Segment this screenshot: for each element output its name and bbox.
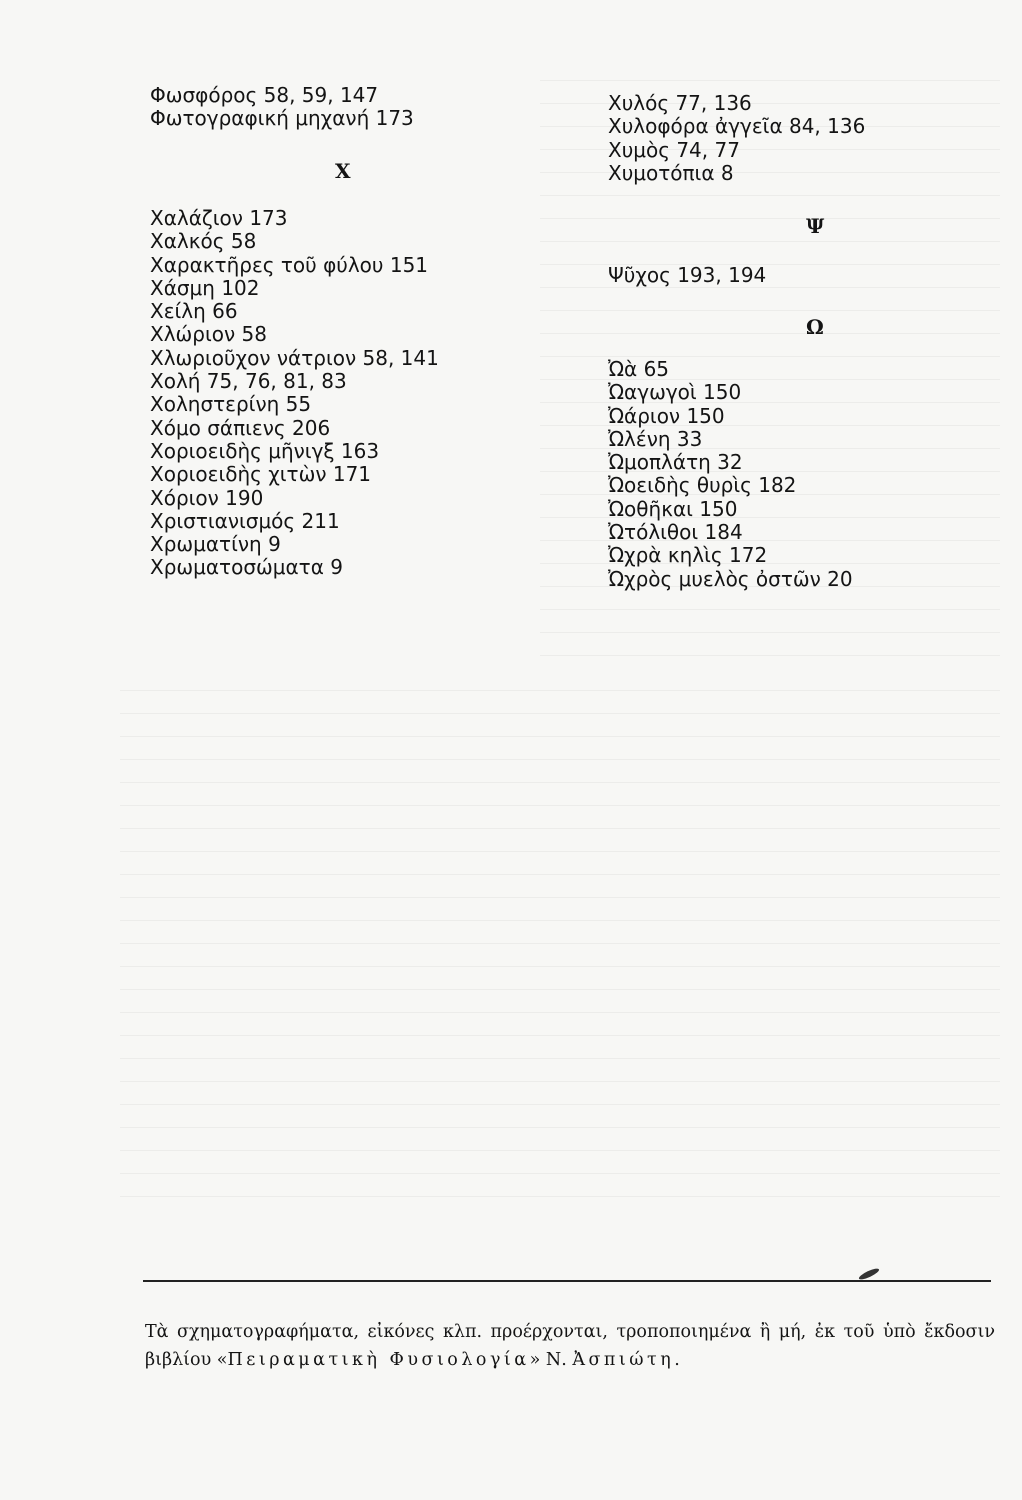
index-entry: Χυμὸς 74, 77: [608, 137, 740, 162]
index-entry: Ὠτόλιθοι 184: [608, 520, 743, 545]
index-entry: Χλώριον 58: [150, 322, 267, 347]
index-entry: Χοληστερίνη 55: [150, 392, 312, 417]
index-entry: Φωτογραφική μηχανή 173: [150, 106, 414, 131]
index-column-left: [150, 84, 480, 131]
index-entry: Χλωριοῦχον νάτριον 58, 141: [150, 345, 439, 370]
index-entry: Χολή 75, 76, 81, 83: [150, 369, 347, 394]
section-heading-psi: Ψ: [806, 214, 825, 238]
index-entry: Χόμο σάπιενς 206: [150, 415, 331, 440]
index-column-left-chi: [150, 207, 480, 580]
index-entry: Χοριοειδὴς χιτὼν 171: [150, 462, 372, 487]
index-entry: Ὠοειδὴς θυρὶς 182: [608, 473, 797, 498]
index-column-right-omega: [608, 358, 938, 591]
index-entry: Ὠλένη 33: [608, 426, 703, 451]
index-entry: Χαρακτῆρες τοῦ φύλου 151: [150, 252, 429, 277]
index-entry: Χαλκός 58: [150, 229, 257, 254]
footnote-text-2: » Ν.: [529, 1350, 567, 1370]
index-entry: Ὠάριον 150: [608, 403, 725, 428]
footnote-book-title: Πειραματικὴ Φυσιολογία: [227, 1350, 530, 1370]
index-column-right: [608, 92, 938, 185]
index-entry: Φωσφόρος 58, 59, 147: [150, 83, 379, 107]
index-entry: Χυλός 77, 136: [608, 91, 752, 115]
index-entry: Χάσμη 102: [150, 275, 260, 300]
index-entry: Ὠὰ 65: [608, 357, 670, 381]
index-column-right-psi: [608, 264, 938, 287]
index-entry: Ψῦχος 193, 194: [608, 263, 767, 287]
index-entry: Χείλη 66: [150, 299, 238, 324]
index-entry: Χριστιανισμός 211: [150, 508, 340, 533]
index-entry: Ὠοθῆκαι 150: [608, 496, 738, 521]
section-heading-omega: Ω: [806, 315, 824, 339]
index-entry: Ὠαγωγοὶ 150: [608, 380, 742, 405]
index-entry: Ὠμοπλάτη 32: [608, 450, 743, 475]
footnote-text-1: Τὰ σχηματογραφήματα, εἰκόνες κλπ. προέρχονται, τροποποιημένα ἢ μή, ἐκ τοῦ ὑπὸ ἔκδοσιν βιβλίου «: [145, 1322, 995, 1370]
index-entry: Χόριον 190: [150, 485, 264, 510]
footer-rule: [143, 1280, 991, 1282]
section-heading-chi: Χ: [335, 159, 351, 183]
index-entry: Χαλάζιον 173: [150, 206, 288, 230]
index-entry: Χυλοφόρα ἀγγεῖα 84, 136: [608, 114, 866, 139]
footnote-author: Ἀσπιώτη.: [572, 1350, 684, 1370]
index-entry: Ὠχρὸς μυελὸς ὀστῶν 20: [608, 566, 853, 591]
index-entry: Χοριοειδὴς μῆνιγξ 163: [150, 438, 380, 463]
footnote: [145, 1318, 995, 1374]
index-entry: Χρωματοσώματα 9: [150, 555, 343, 580]
index-entry: Χρωματίνη 9: [150, 532, 281, 557]
index-entry: Ὠχρὰ κηλὶς 172: [608, 543, 768, 568]
index-entry: Χυμοτόπια 8: [608, 160, 734, 185]
bleed-through-texture-lower: [120, 690, 1000, 1250]
